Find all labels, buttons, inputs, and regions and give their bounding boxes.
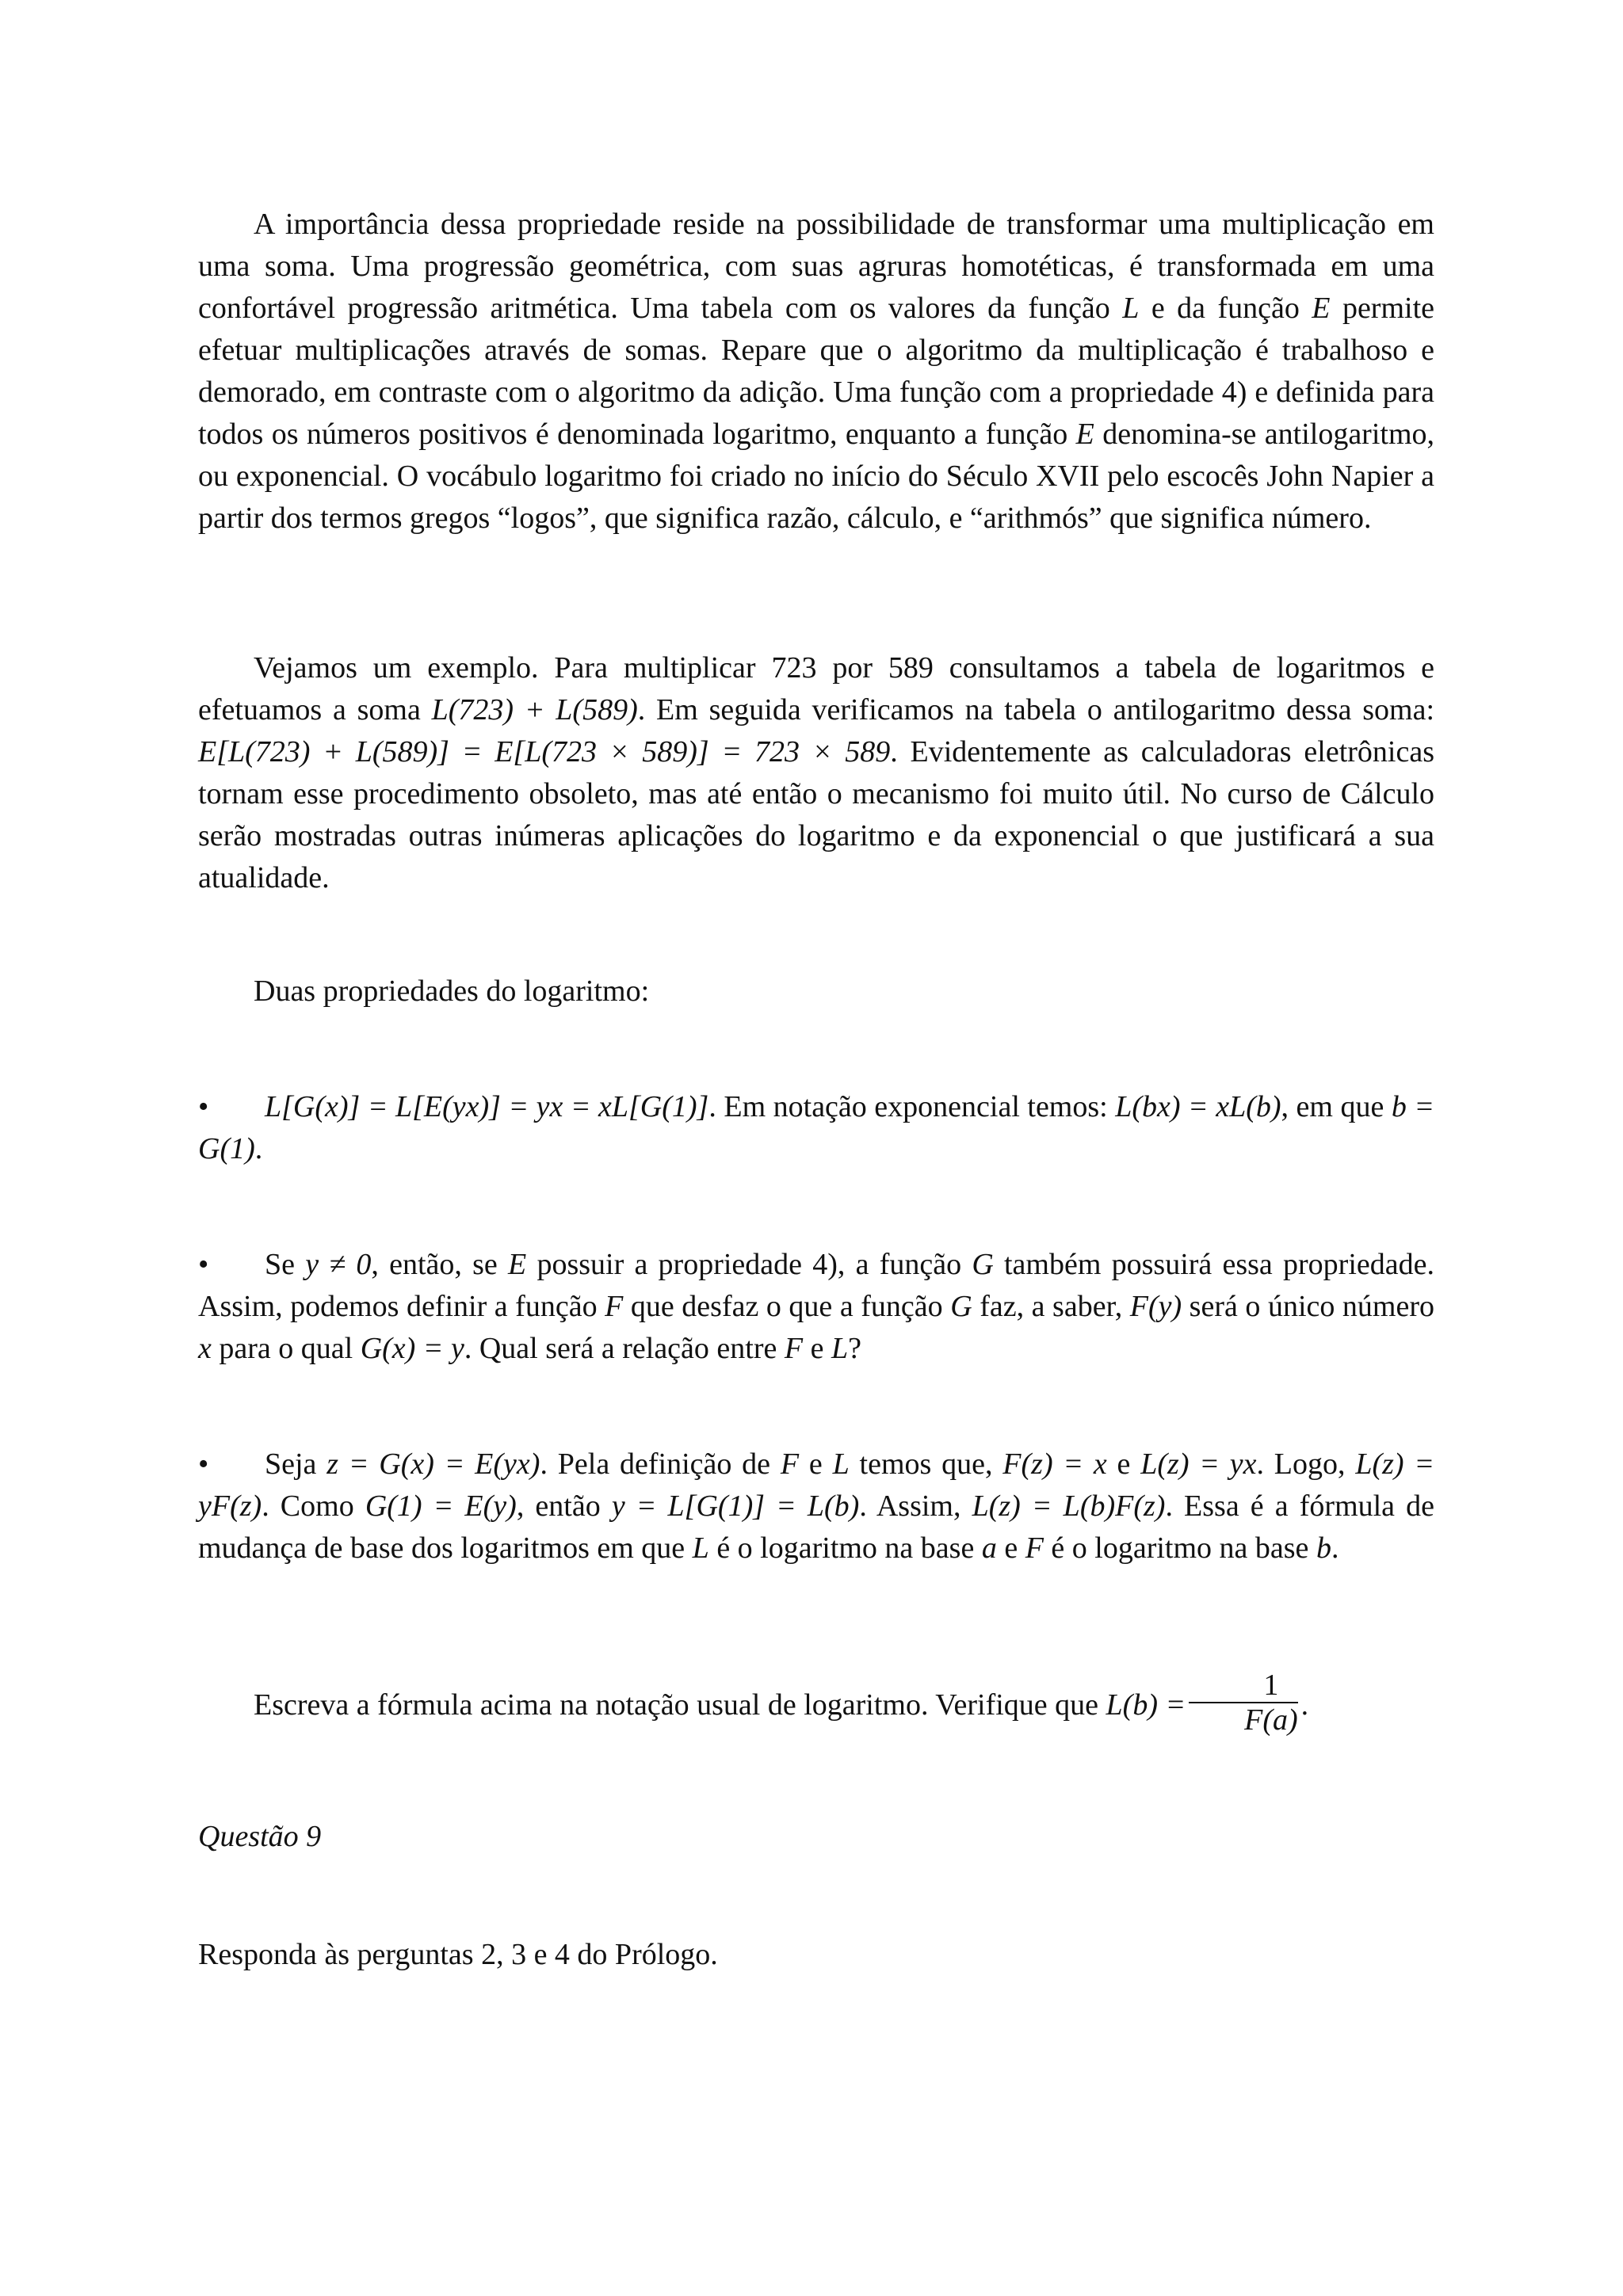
math-expression: E[L(723) + L(589)] = E[L(723 × 589)] = 723 × 589 bbox=[198, 735, 891, 769]
text: e da função bbox=[1139, 292, 1312, 325]
math-variable: L bbox=[692, 1531, 709, 1565]
math-expression: b = G(1) bbox=[198, 1090, 1434, 1165]
text: é o logaritmo na base bbox=[708, 1531, 982, 1565]
bullet-icon: • bbox=[198, 1447, 209, 1481]
math-expression: F(y) bbox=[1129, 1290, 1182, 1323]
text: . Em seguida verificamos na tabela o antilogaritmo dessa soma: bbox=[637, 693, 1435, 727]
math-variable: E bbox=[1312, 292, 1331, 325]
text: Se bbox=[265, 1248, 306, 1281]
text: é o logaritmo na base bbox=[1043, 1531, 1316, 1565]
text: . Assim, bbox=[859, 1489, 972, 1523]
text: temos que, bbox=[849, 1447, 1003, 1481]
text: permite efetuar multiplicações através de somas. Repare que o algoritmo da multiplicação é trabalhoso e demorado, em contraste com o algoritmo da adição. Uma função com a propriedade 4) e definida para todos os números positivos é denominada logaritmo, enquanto a função bbox=[198, 292, 1435, 451]
text: e bbox=[996, 1531, 1025, 1565]
math-expression: G(1) = E(y) bbox=[365, 1489, 517, 1523]
math-variable: G bbox=[972, 1248, 994, 1281]
text: e bbox=[803, 1332, 831, 1365]
text: . Logo, bbox=[1256, 1447, 1356, 1481]
math-variable: a bbox=[981, 1531, 997, 1565]
text: . Pela definição de bbox=[540, 1447, 781, 1481]
paragraph-logarithm-importance bbox=[198, 204, 1434, 540]
text: . bbox=[254, 1132, 263, 1165]
fraction-denominator: F(a) bbox=[1244, 1703, 1298, 1737]
math-expression: L(z) = L(b)F(z) bbox=[972, 1489, 1166, 1523]
text: e bbox=[1106, 1447, 1141, 1481]
text: também possuirá essa propriedade. Assim, podemos definir a função bbox=[198, 1248, 1434, 1323]
paragraph-two-properties bbox=[198, 971, 1434, 1013]
text: Responda às perguntas 2, 3 e 4 do Prólogo. bbox=[198, 1938, 718, 1971]
math-variable: L bbox=[1122, 292, 1140, 325]
math-variable: b bbox=[1316, 1531, 1331, 1565]
math-variable: E bbox=[1075, 418, 1094, 451]
question-title bbox=[198, 1816, 1434, 1858]
math-variable: G bbox=[950, 1290, 972, 1323]
math-expression: y = L[G(1)] = L(b) bbox=[611, 1489, 860, 1523]
math-expression: z = G(x) = E(yx) bbox=[327, 1447, 540, 1481]
math-expression: G(x) = y bbox=[360, 1332, 464, 1365]
math-variable: F bbox=[784, 1332, 804, 1365]
math-expression: L(z) = yF(z) bbox=[198, 1447, 1435, 1523]
text: . Qual será a relação entre bbox=[464, 1332, 785, 1365]
math-variable: F bbox=[1025, 1531, 1044, 1565]
text: Vejamos um exemplo. Para multiplicar 723 por 589 consultamos a tabela de logaritmos e efetuamos a soma bbox=[198, 651, 1434, 727]
math-expression: L(723) + L(589) bbox=[431, 693, 638, 727]
text: . Evidentemente as calculadoras eletrônicas tornam esse procedimento obsoleto, mas até então o mecanismo foi muito útil. No curso de Cálculo serão mostradas outras inúmeras aplicações do logaritmo e da exponencial o que justificará a sua atualidade. bbox=[198, 735, 1434, 894]
fraction-numerator: 1 bbox=[1189, 1669, 1298, 1703]
text: faz, a saber, bbox=[972, 1290, 1130, 1323]
text: será o único número bbox=[1182, 1290, 1435, 1323]
text: para o qual bbox=[211, 1332, 361, 1365]
math-expression: L(bx) = xL(b) bbox=[1115, 1090, 1281, 1123]
text: . Essa é a fórmula de mudança de base dos logaritmos em que bbox=[198, 1489, 1435, 1565]
bullet-item-3 bbox=[198, 1444, 1434, 1569]
text: . bbox=[1331, 1531, 1339, 1565]
math-variable: E bbox=[508, 1248, 527, 1281]
text: Questão 9 bbox=[198, 1820, 322, 1853]
text: Duas propriedades do logaritmo: bbox=[254, 974, 650, 1008]
paragraph-exercise bbox=[198, 1669, 1434, 1741]
math-variable: F bbox=[780, 1447, 800, 1481]
bullet-icon: • bbox=[198, 1090, 209, 1123]
math-variable: L bbox=[832, 1447, 850, 1481]
text: , então bbox=[516, 1489, 612, 1523]
text: . bbox=[1300, 1688, 1309, 1722]
text: . Como bbox=[262, 1489, 365, 1523]
text: . Em notação exponencial temos: bbox=[708, 1090, 1116, 1123]
math-variable: x bbox=[198, 1332, 212, 1365]
text: , então, se bbox=[371, 1248, 509, 1281]
text: denomina-se antilogaritmo, ou exponencial. O vocábulo logaritmo foi criado no início do Século XVII pelo escocês John Napier a partir dos termos gregos “logos”, que significa razão, cálculo, e “arithmós” que significa número. bbox=[198, 418, 1435, 535]
text: , em que bbox=[1281, 1090, 1392, 1123]
text: que desfaz o que a função bbox=[623, 1290, 951, 1323]
bullet-icon: • bbox=[198, 1248, 209, 1281]
math-expression: L[G(x)] = L[E(yx)] = yx = xL[G(1)] bbox=[265, 1090, 709, 1123]
math-variable: F bbox=[605, 1290, 624, 1323]
text: Seja bbox=[265, 1447, 327, 1481]
question-text bbox=[198, 1934, 1434, 1976]
text: A importância dessa propriedade reside na possibilidade de transformar uma multiplicação em uma soma. Uma progressão geométrica, com suas agruras homotéticas, é transformada em uma confortável progressão aritmética. Uma tabela com os valores da função bbox=[198, 208, 1434, 325]
bullet-item-2 bbox=[198, 1244, 1434, 1370]
math-variable: L bbox=[831, 1332, 849, 1365]
text: e bbox=[799, 1447, 833, 1481]
paragraph-example bbox=[198, 647, 1434, 899]
math-expression: F(z) = x bbox=[1002, 1447, 1107, 1481]
text: Escreva a fórmula acima na notação usual de logaritmo. Verifique que bbox=[254, 1688, 1106, 1722]
math-expression: L(z) = yx bbox=[1140, 1447, 1257, 1481]
math-expression: y ≠ 0 bbox=[305, 1248, 372, 1281]
math-expression: L(b) = bbox=[1106, 1688, 1186, 1722]
fraction bbox=[1189, 1669, 1298, 1737]
text: possuir a propriedade 4), a função bbox=[526, 1248, 972, 1281]
text: ? bbox=[848, 1332, 861, 1365]
bullet-item-1 bbox=[198, 1086, 1434, 1170]
